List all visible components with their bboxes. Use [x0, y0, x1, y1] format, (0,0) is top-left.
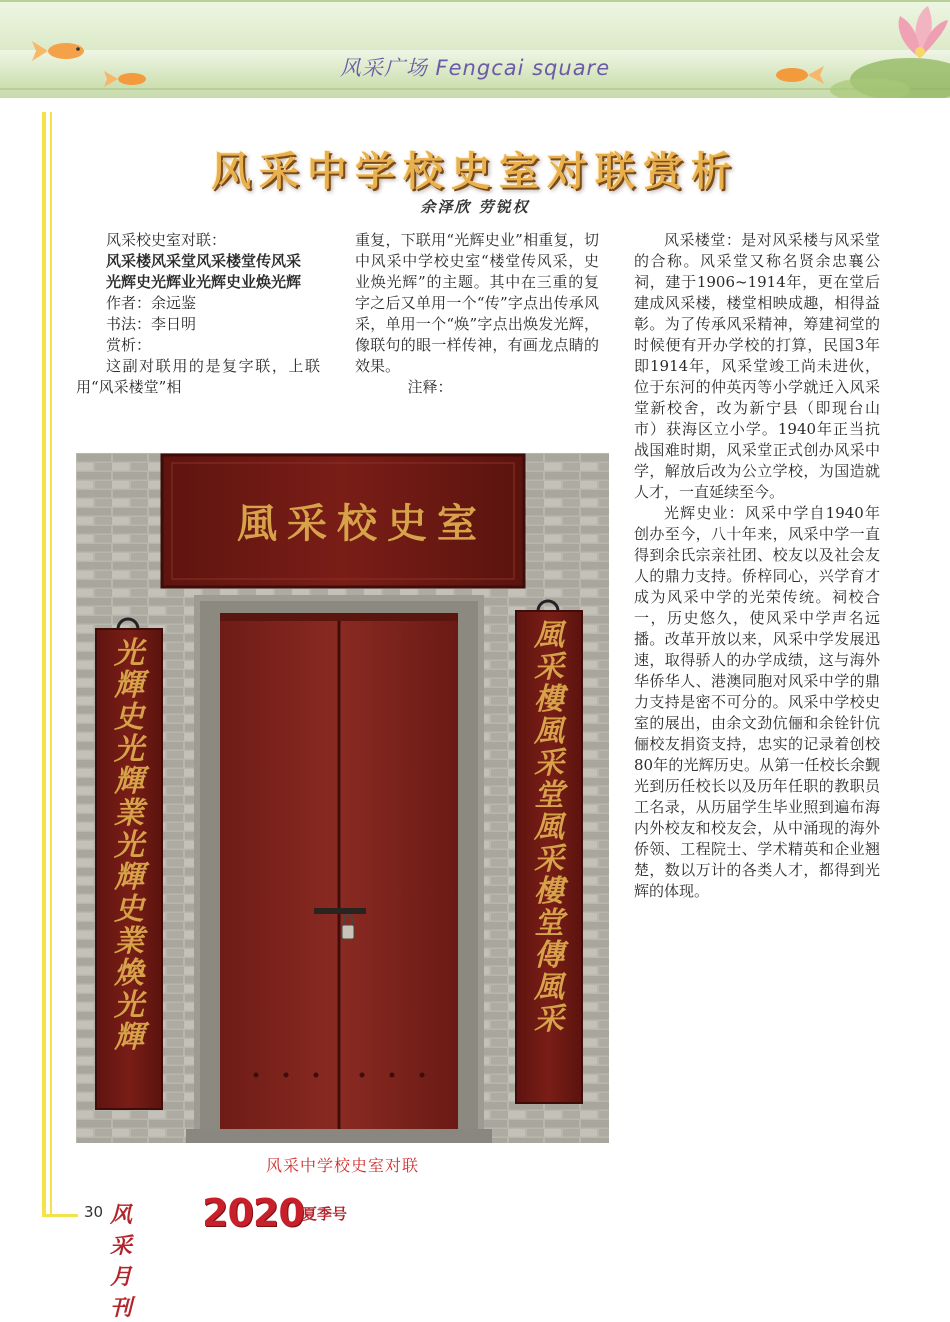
header-banner [0, 0, 950, 98]
magazine-issue: 夏季号 [302, 1205, 348, 1223]
paragraph: 这副对联用的是复字联，上联用“风采楼堂”相 [76, 357, 320, 396]
doorway-illustration [76, 453, 609, 1143]
text-column-1 [76, 230, 320, 398]
photo-caption: 风采中学校史室对联 [265, 1156, 419, 1175]
article-authors: 余泽欣 劳锐权 [420, 198, 530, 216]
lotus-icon [800, 0, 950, 98]
side-rule [50, 112, 52, 1217]
paragraph: 光辉史业：风采中学自1940年创办至今，八十年来，风采中学一直得到余氏宗亲社团、校友以及社会友人的鼎力支持。侨梓同心，兴学育才成为风采中学的光荣传统。祠校合一，历史悠久，使风采中学声名远播。改革开放以来，风采中学发展迅速，取得骄人的办学成绩，这与海外华侨华人、港澳同胞对风采中学的鼎力支持是密不可分的。风采中学校史室的展出，由余文劲伉俪和余铨针伉俪校友捐资支持，忠实的记录着创校80年的光辉历史。从第一任校长余觐光到历任校长以及历年任职的教职员工名录，从历届学生毕业照到遍布海内外校友和校友会，从中涌现的海外侨领、工程院士、学术精英和企业翘楚，数以万计的各类人才，都得到光辉的体现。 [634, 504, 880, 900]
magazine-year: 2020 [202, 1191, 304, 1235]
appreciation-label: 赏析： [106, 336, 152, 354]
couplet-calligrapher: 书法：李日明 [106, 315, 197, 333]
side-rule [42, 112, 46, 1217]
right-couplet-text: 風采樓風采堂風采樓堂傳風采 [534, 618, 564, 1037]
section-title: 风采广场 Fengcai square [339, 56, 611, 80]
plaque-text: 風采校史室 [237, 500, 487, 547]
bottom-rule [42, 1214, 78, 1217]
text-column-3 [634, 230, 880, 902]
paragraph: 风采校史室对联： [106, 231, 227, 249]
couplet-upper: 风采楼风采堂风采楼堂传风采 [106, 252, 302, 270]
couplet-photo [76, 453, 609, 1143]
left-couplet-text: 光輝史光輝業光輝史業煥光輝 [114, 636, 144, 1055]
couplet-author: 作者：余远鉴 [106, 294, 197, 312]
couplet-lower: 光辉史光辉业光辉史业焕光辉 [106, 273, 302, 291]
magazine-name: 风采月刊 [110, 1202, 134, 1321]
paragraph: 重复，下联用“光辉史业”相重复，切中风采中学校史室“楼堂传风采，史业焕光辉”的主题。其中在三重的复字之后又单用一个“传”字点出传承风采，单用一个“焕”字点出焕发光辉，像联句的眼一样传神，有画龙点睛的效果。 [355, 231, 599, 375]
article-title: 风采中学校史室对联赏析 [211, 149, 739, 195]
page-number: 30 [84, 1203, 104, 1221]
paragraph: 风采楼堂：是对风采楼与风采堂的合称。风采堂又称名贤余忠襄公祠，建于1906~1914年，更在堂后建成风采楼，楼堂相映成趣，相得益彰。为了传承风采精神，筹建祠堂的时候便有开办学校的打算，民国3年即1914年，风采堂竣工尚未进伙，位于东河的仲英丙等小学就迁入风采堂新校舍，改为新宁县（即现台山市）获海区立小学。1940年正当抗战国难时期，风采堂正式创办风采中学，解放后改为公立学校，为国造就人才，一直延续至今。 [634, 231, 880, 501]
notes-label: 注释： [407, 378, 453, 396]
text-column-2 [355, 230, 599, 398]
